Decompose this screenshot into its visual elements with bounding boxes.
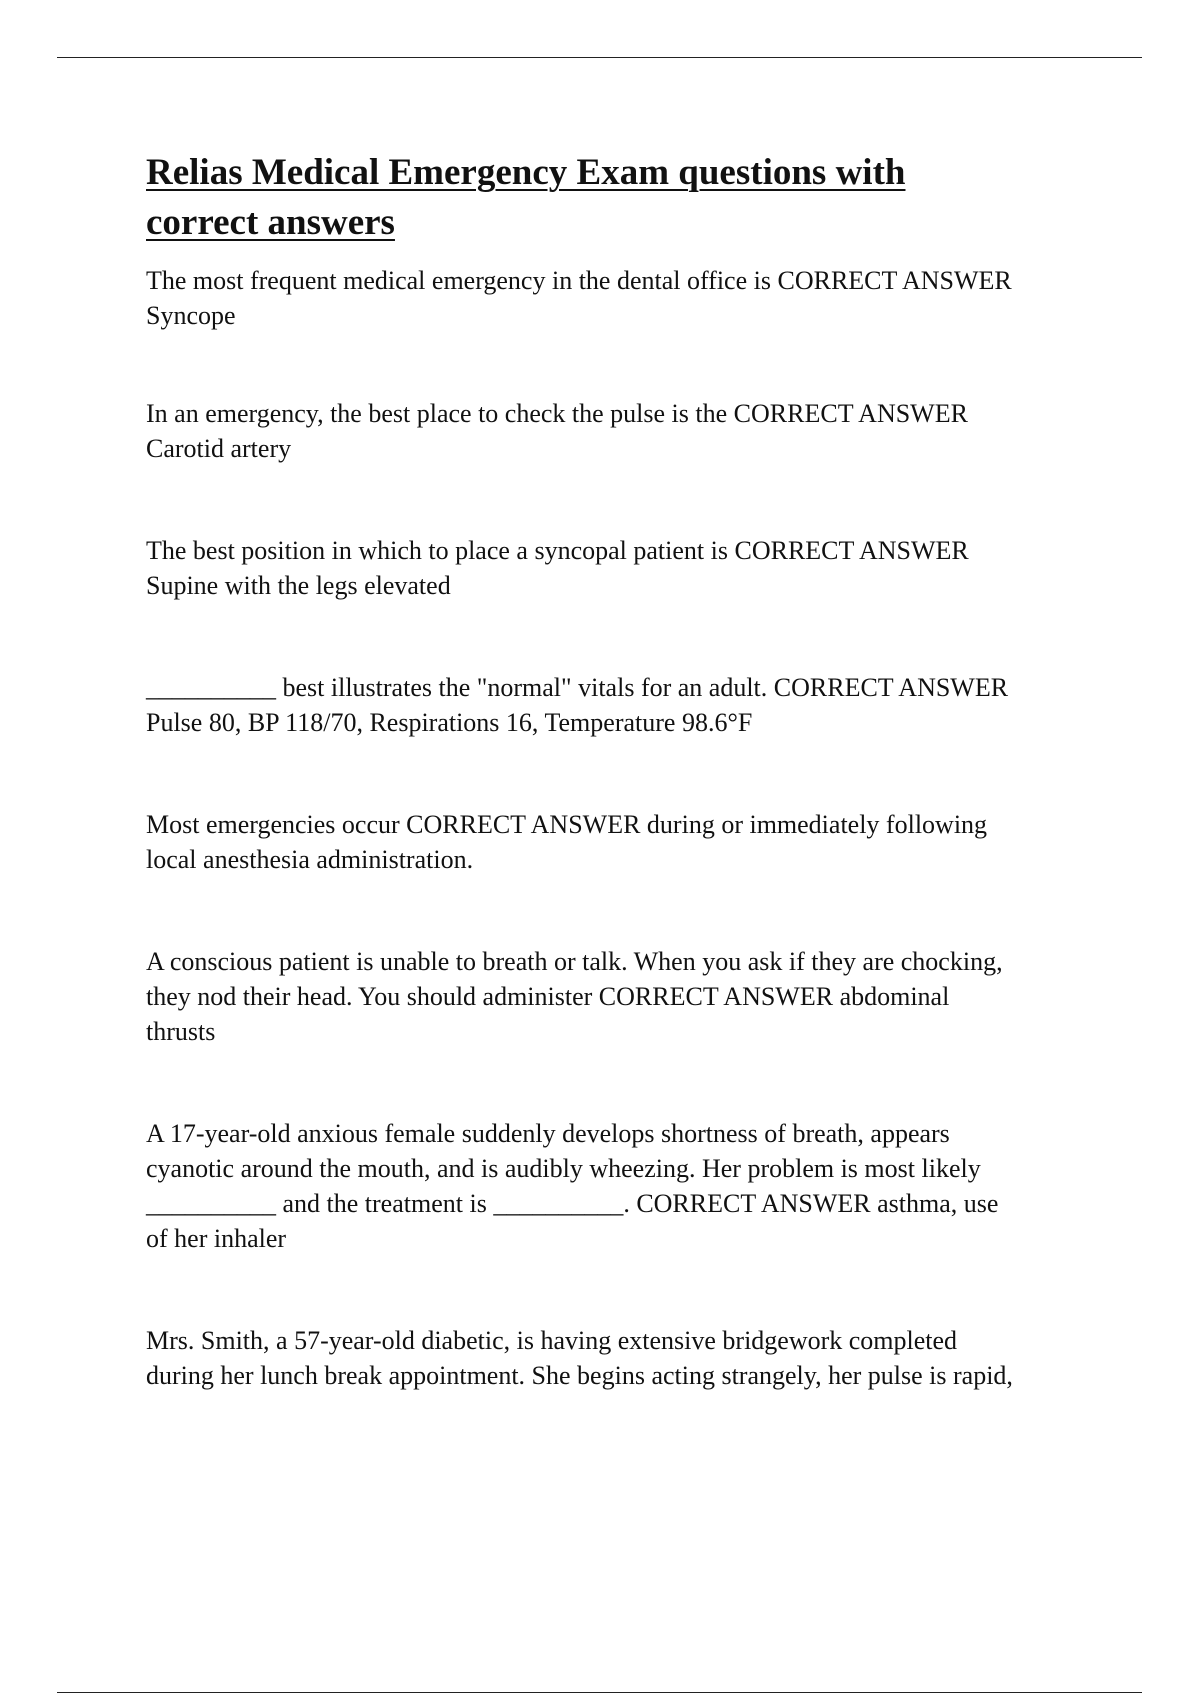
qa-item-1: The most frequent medical emergency in the dental office is CORRECT ANSWER Syncope bbox=[146, 266, 1012, 330]
qa-item-7: A 17-year-old anxious female suddenly develops shortness of breath, appears cyanotic around the mouth, and is audibly wheezing. Her problem is most likely __________ and the treatment is __________. CORRECT ANSWER asthma, use of her inhaler bbox=[146, 1119, 999, 1253]
qa-item-4: __________ best illustrates the "normal" vitals for an adult. CORRECT ANSWER Pulse 80, BP 118/70, Respirations 16, Temperature 98.6°F bbox=[146, 673, 1009, 737]
document-title bbox=[146, 148, 1026, 248]
title-line-1: Relias Medical Emergency Exam questions with bbox=[146, 152, 906, 193]
header-rule bbox=[57, 57, 1142, 58]
qa-item-8: Mrs. Smith, a 57-year-old diabetic, is having extensive bridgework completed during her lunch break appointment. She begins acting strangely, her pulse is rapid, bbox=[146, 1326, 1013, 1390]
qa-item-2: In an emergency, the best place to check the pulse is the CORRECT ANSWER Carotid artery bbox=[146, 399, 968, 463]
qa-item-6: A conscious patient is unable to breath or talk. When you ask if they are chocking, they nod their head. You should administer CORRECT ANSWER abdominal thrusts bbox=[146, 947, 1003, 1046]
footer-rule bbox=[57, 1692, 1142, 1693]
qa-item-5: Most emergencies occur CORRECT ANSWER during or immediately following local anesthesia administration. bbox=[146, 810, 988, 874]
document-body bbox=[146, 148, 1096, 1393]
qa-item-3: The best position in which to place a syncopal patient is CORRECT ANSWER Supine with the legs elevated bbox=[146, 536, 969, 600]
title-line-2: correct answers bbox=[146, 202, 395, 243]
